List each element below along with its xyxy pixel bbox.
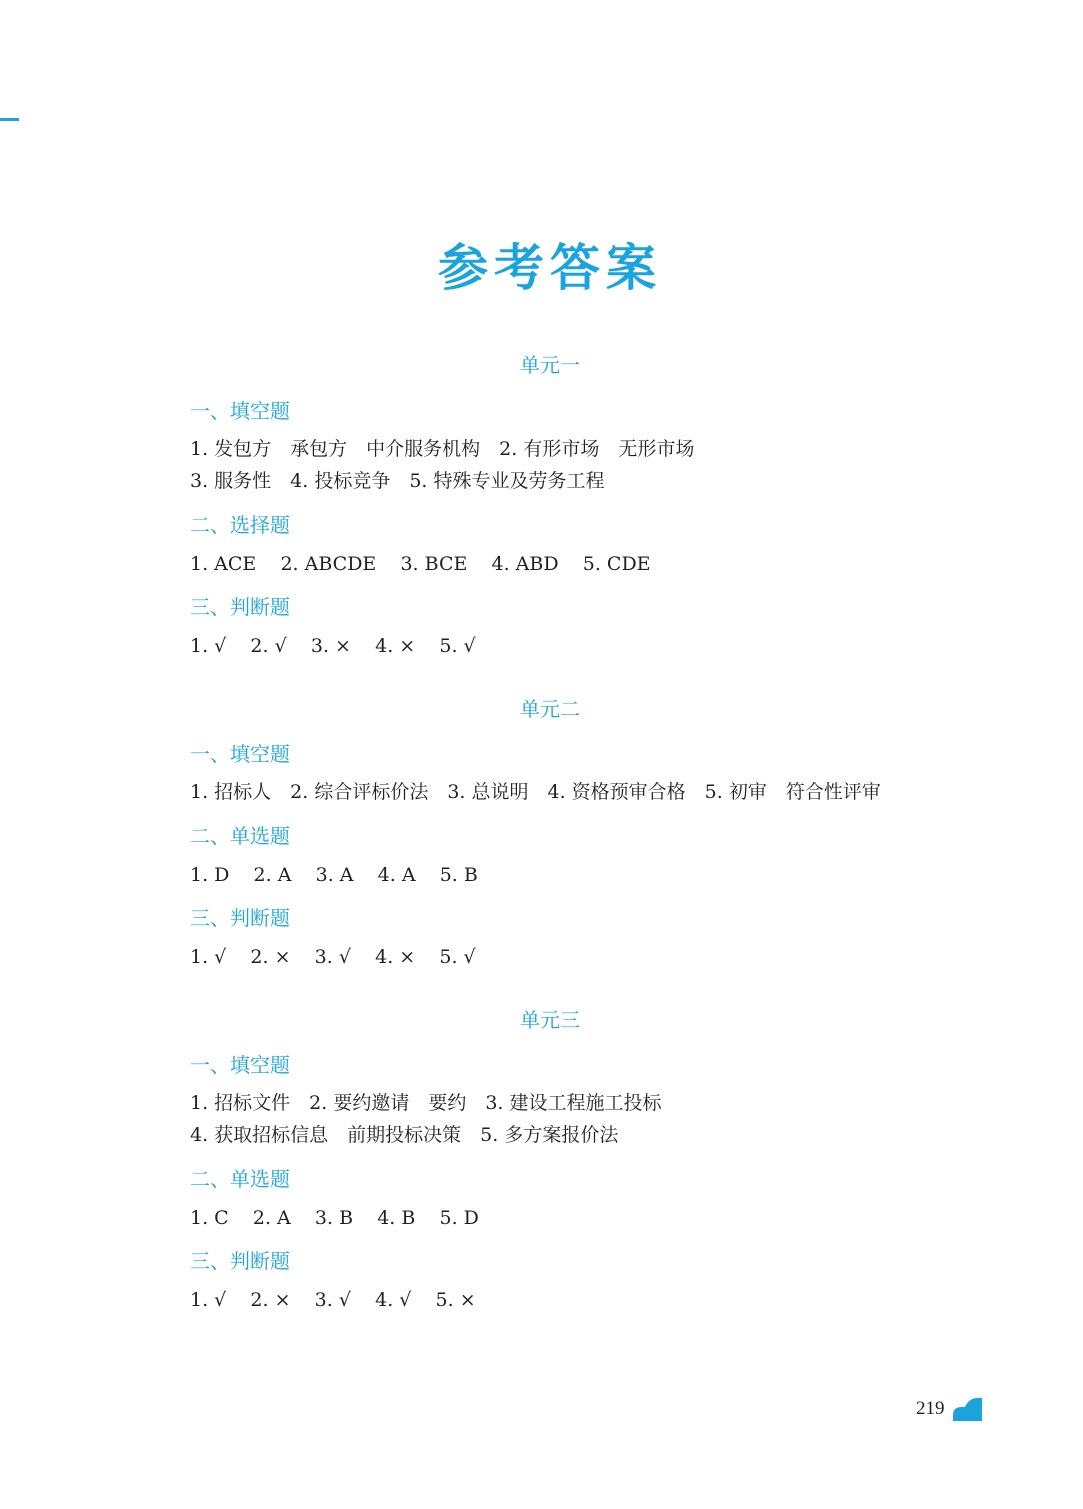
- section-heading: 一、填空题: [190, 399, 290, 423]
- answer-line: 1. D 2. A 3. A 4. A 5. B: [190, 864, 478, 886]
- answer-line: 1. C 2. A 3. B 4. B 5. D: [190, 1207, 479, 1229]
- answer-line: 1. 招标人 2. 综合评标价法 3. 总说明 4. 资格预审合格 5. 初审 符合性评审: [190, 781, 881, 803]
- section-heading: 二、单选题: [190, 824, 290, 848]
- answer-line: 1. ACE 2. ABCDE 3. BCE 4. ABD 5. CDE: [190, 553, 651, 575]
- unit-heading: 单元三: [520, 1008, 580, 1032]
- page-number: 219: [916, 1398, 945, 1419]
- answer-line: 3. 服务性 4. 投标竞争 5. 特殊专业及劳务工程: [190, 470, 605, 492]
- section-heading: 一、填空题: [190, 1053, 290, 1077]
- unit-heading: 单元二: [520, 697, 580, 721]
- answer-line: 1. √ 2. √ 3. × 4. × 5. √: [190, 635, 476, 657]
- section-heading: 三、判断题: [190, 1249, 290, 1273]
- section-heading: 二、选择题: [190, 513, 290, 537]
- cloud-icon: [953, 1398, 982, 1421]
- answer-line: 4. 获取招标信息 前期投标决策 5. 多方案报价法: [190, 1124, 619, 1146]
- section-heading: 一、填空题: [190, 742, 290, 766]
- answer-line: 1. √ 2. × 3. √ 4. √ 5. ×: [190, 1289, 476, 1311]
- section-heading: 三、判断题: [190, 595, 290, 619]
- answer-line: 1. 招标文件 2. 要约邀请 要约 3. 建设工程施工投标: [190, 1092, 662, 1114]
- corner-decoration: [0, 118, 19, 121]
- page-title: 参考答案: [438, 239, 662, 297]
- section-heading: 三、判断题: [190, 906, 290, 930]
- answer-line: 1. √ 2. × 3. √ 4. × 5. √: [190, 946, 476, 968]
- section-heading: 二、单选题: [190, 1167, 290, 1191]
- unit-heading: 单元一: [520, 353, 580, 377]
- answer-line: 1. 发包方 承包方 中介服务机构 2. 有形市场 无形市场: [190, 438, 695, 460]
